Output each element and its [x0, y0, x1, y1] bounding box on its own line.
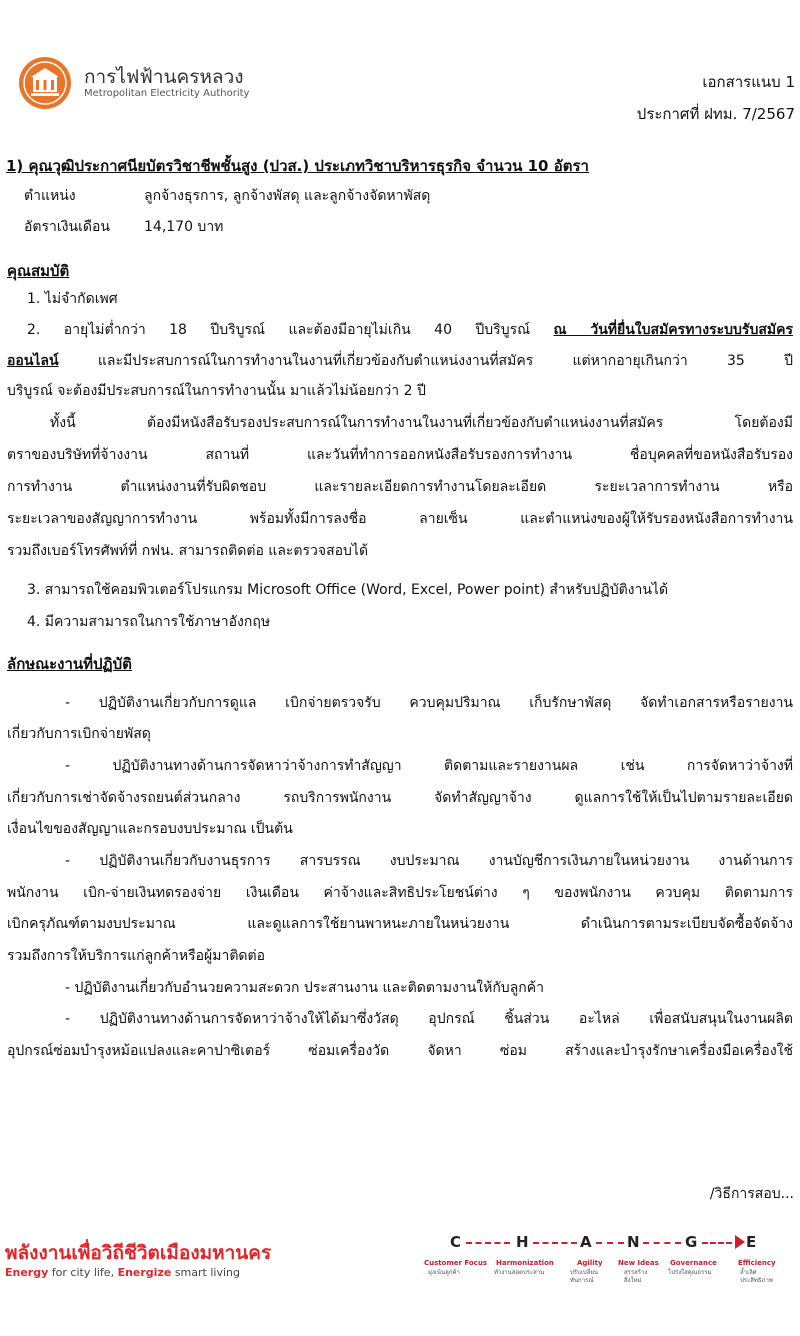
- slogan-en: Energy for city life, Energize smart living: [5, 1266, 240, 1279]
- change-title: New Ideas: [618, 1259, 659, 1267]
- change-subtitle: ล้ำเลิศ ประสิทธิภาพ: [740, 1269, 773, 1284]
- change-title: Harmonization: [496, 1259, 554, 1267]
- change-letter: C: [450, 1233, 462, 1251]
- change-subtitle: มุ่งเน้นลูกค้า: [428, 1269, 460, 1276]
- change-letter: H: [516, 1233, 529, 1251]
- mea-logo-icon: [18, 56, 72, 110]
- qualification-line: ออนไลน์ และมีประสบการณ์ในการทำงานในงานที่เกี่ยวข้องกับตำแหน่งงานที่สมัคร แต่หากอายุเกินกว่า 35 ปี: [7, 353, 793, 369]
- note-line: รวมถึงเบอร์โทรศัพท์ที่ กฟน. สามารถติดต่อ และตรวจสอบได้: [7, 543, 369, 559]
- change-subtitle: โปร่งใสคุณธรรม: [668, 1269, 712, 1276]
- change-letter: A: [580, 1233, 592, 1251]
- note-line: ระยะเวลาของสัญญาการทำงาน พร้อมทั้งมีการลงชื่อ ลายเซ็น และตำแหน่งของผู้ให้รับรองหนังสือการทำงาน: [7, 511, 793, 527]
- duty-line: พนักงาน เบิก-จ่ายเงินทดรองจ่าย เงินเดือน ค่าจ้างและสิทธิประโยชน์ต่าง ๆ ของพนักงาน ควบคุม ติดตามการ: [7, 885, 793, 901]
- attachment-label: เอกสารแนบ 1: [702, 73, 795, 91]
- duty-line: - ปฏิบัติงานทางด้านการจัดหาว่าจ้างการทำสัญญา ติดตามและรายงานผล เช่น การจัดหาว่าจ้างที่: [65, 758, 793, 774]
- note-line: ทั้งนี้ ต้องมีหนังสือรับรองประสบการณ์ในการทำงานในงานที่เกี่ยวข้องกับตำแหน่งงานที่สมัคร โดยต้องมี: [50, 415, 793, 431]
- dash-connector: [643, 1242, 681, 1245]
- change-values: [420, 1233, 780, 1303]
- change-subtitle: ปรับเปลี่ยน ทันการณ์: [570, 1269, 598, 1284]
- duty-line: เงื่อนไขของสัญญาและกรอบงบประมาณ เป็นต้น: [7, 821, 293, 837]
- change-subtitle: ทำงานสอดประสาน: [494, 1269, 545, 1276]
- duty-line: รวมถึงการให้บริการแก่ลูกค้าหรือผู้มาติดต่อ: [7, 948, 266, 964]
- change-subtitle: สรรสร้าง สิ่งใหม่: [624, 1269, 648, 1284]
- change-title: Agility: [577, 1259, 603, 1267]
- qualification-line: บริบูรณ์ จะต้องมีประสบการณ์ในการทำงานนั้น มาแล้วไม่น้อยกว่า 2 ปี: [7, 383, 426, 399]
- change-letter: N: [627, 1233, 640, 1251]
- qualification-item: 3. สามารถใช้คอมพิวเตอร์โปรแกรม Microsoft Office (Word, Excel, Power point) สำหรับปฏิบัติงานได้: [27, 582, 669, 598]
- change-title: Customer Focus: [424, 1259, 487, 1267]
- org-name-th: การไฟฟ้านครหลวง: [84, 66, 244, 88]
- duty-line: เบิกครุภัณฑ์ตามงบประมาณ และดูแลการใช้ยานพาหนะภายในหน่วยงาน ดำเนินการตามระเบียบจัดซื้อจัดจ้าง: [7, 916, 793, 932]
- position-value: ลูกจ้างธุรการ, ลูกจ้างพัสดุ และลูกจ้างจัดหาพัสดุ: [144, 188, 431, 204]
- position-label: ตำแหน่ง: [24, 188, 76, 204]
- qualifications-heading: คุณสมบัติ: [7, 262, 70, 280]
- section-title: 1) คุณวุฒิประกาศนียบัตรวิชาชีพชั้นสูง (ปวส.) ประเภทวิชาบริหารธุรกิจ จำนวน 10 อัตรา: [6, 157, 589, 175]
- dash-connector: [596, 1242, 624, 1245]
- duty-line: - ปฏิบัติงานทางด้านการจัดหาว่าจ้างให้ได้มาซึ่งวัสดุ อุปกรณ์ ชิ้นส่วน อะไหล่ เพื่อสนับสนุนในงานผลิต: [65, 1011, 793, 1027]
- qualification-item: 4. มีความสามารถในการใช้ภาษาอังกฤษ: [27, 614, 271, 630]
- dash-connector: [533, 1242, 577, 1245]
- continued-label: /วิธีการสอบ...: [709, 1186, 794, 1202]
- duty-line: เกี่ยวกับการเบิกจ่ายพัสดุ: [7, 726, 151, 742]
- duty-line: เกี่ยวกับการเช่าจัดจ้างรถยนต์ส่วนกลาง รถบริการพนักงาน จัดทำสัญญาจ้าง ดูแลการใช้ให้เป็นไปตามรายละเอียด: [7, 790, 793, 806]
- qualification-item: 1. ไม่จำกัดเพศ: [27, 291, 118, 307]
- duty-line: - ปฏิบัติงานเกี่ยวกับการดูแล เบิกจ่ายตรวจรับ ควบคุมปริมาณ เก็บรักษาพัสดุ จัดทำเอกสารหรือรายงาน: [65, 695, 793, 711]
- change-title: Efficiency: [738, 1259, 776, 1267]
- announcement-number: ประกาศที่ ฝทม. 7/2567: [636, 105, 795, 123]
- note-line: การทำงาน ตำแหน่งงานที่รับผิดชอบ และรายละเอียดการทำงานโดยละเอียด ระยะเวลาการทำงาน หรือ: [7, 479, 793, 495]
- arrow-icon: [735, 1235, 745, 1249]
- dash-connector: [702, 1242, 732, 1245]
- org-name-en: Metropolitan Electricity Authority: [84, 88, 250, 99]
- slogan-th: พลังงานเพื่อวิถีชีวิตเมืองมหานคร: [5, 1242, 272, 1264]
- note-line: ตราของบริษัทที่จ้างงาน สถานที่ และวันที่ทำการออกหนังสือรับรองการทำงาน ชื่อบุคคลที่ขอหนังสือรับรอง: [7, 447, 793, 463]
- change-letter: G: [685, 1233, 698, 1251]
- duty-line: - ปฏิบัติงานเกี่ยวกับอำนวยความสะดวก ประสานงาน และติดตามงานให้กับลูกค้า: [65, 980, 544, 996]
- salary-value: 14,170 บาท: [144, 219, 224, 235]
- duty-line: อุปกรณ์ซ่อมบำรุงหม้อแปลงและคาปาซิเตอร์ ซ่อมเครื่องวัด จัดหา ซ่อม สร้างและบำรุงรักษาเครื่องมือเครื่องใช้: [7, 1043, 793, 1059]
- change-letter: E: [746, 1233, 757, 1251]
- salary-label: อัตราเงินเดือน: [24, 219, 110, 235]
- duty-line: - ปฏิบัติงานเกี่ยวกับงานธุรการ สารบรรณ งบประมาณ งานบัญชีการเงินภายในหน่วยงาน งานด้านการ: [65, 853, 793, 869]
- change-title: Governance: [670, 1259, 717, 1267]
- duties-heading: ลักษณะงานที่ปฏิบัติ: [7, 655, 132, 673]
- dash-connector: [466, 1242, 510, 1245]
- qualification-item: 2. อายุไม่ต่ำกว่า 18 ปีบริบูรณ์ และต้องมีอายุไม่เกิน 40 ปีบริบูรณ์ ณ วันที่ยื่นใบสมัครทางระบบรับสมัคร: [27, 322, 793, 338]
